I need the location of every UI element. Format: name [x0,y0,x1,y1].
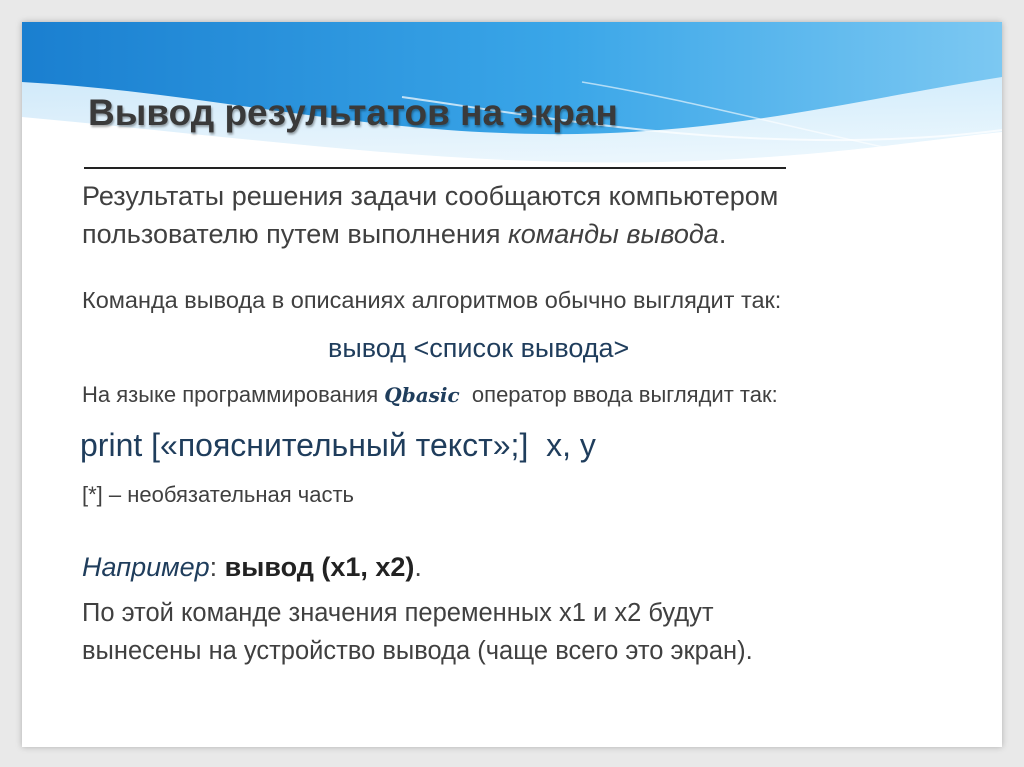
example-line [82,552,422,583]
intro-line-2-period: . [718,219,727,249]
explanation-line-1: По этой команде значения переменных х1 и х2 будут [82,599,714,627]
intro-line-2-text: пользователю путем выполнения [82,219,508,249]
example-period: . [414,552,422,582]
intro-paragraph [82,177,778,253]
intro-line-1: Результаты решения задачи сообщаются компьютером [82,181,779,211]
command-intro: Команда вывода в описаниях алгоритмов обычно выглядит так: [82,287,782,313]
print-syntax: print [«пояснительный текст»;] x, y [80,427,596,463]
explanation-paragraph [82,594,753,670]
example-code: вывод (х1, х2) [224,552,415,582]
example-colon: : [209,552,225,582]
qbasic-line [82,382,778,408]
optional-note: [*] – необязательная часть [82,482,355,507]
qbasic-name: Qbasic [384,383,460,407]
explanation-line-2: вынесены на устройство вывода (чаще всего это экран). [82,637,753,665]
intro-line-2 [82,215,778,253]
slide-title: Вывод результатов на экран [88,92,618,133]
title-underline [84,167,786,169]
example-label: Например [82,552,210,582]
qbasic-line-after: оператор ввода выглядит так: [459,382,778,407]
qbasic-line-before: На языке программирования [82,382,385,407]
intro-term: команды вывода [507,219,719,249]
command-syntax: вывод <список вывода> [328,333,630,363]
slide [22,22,1002,747]
